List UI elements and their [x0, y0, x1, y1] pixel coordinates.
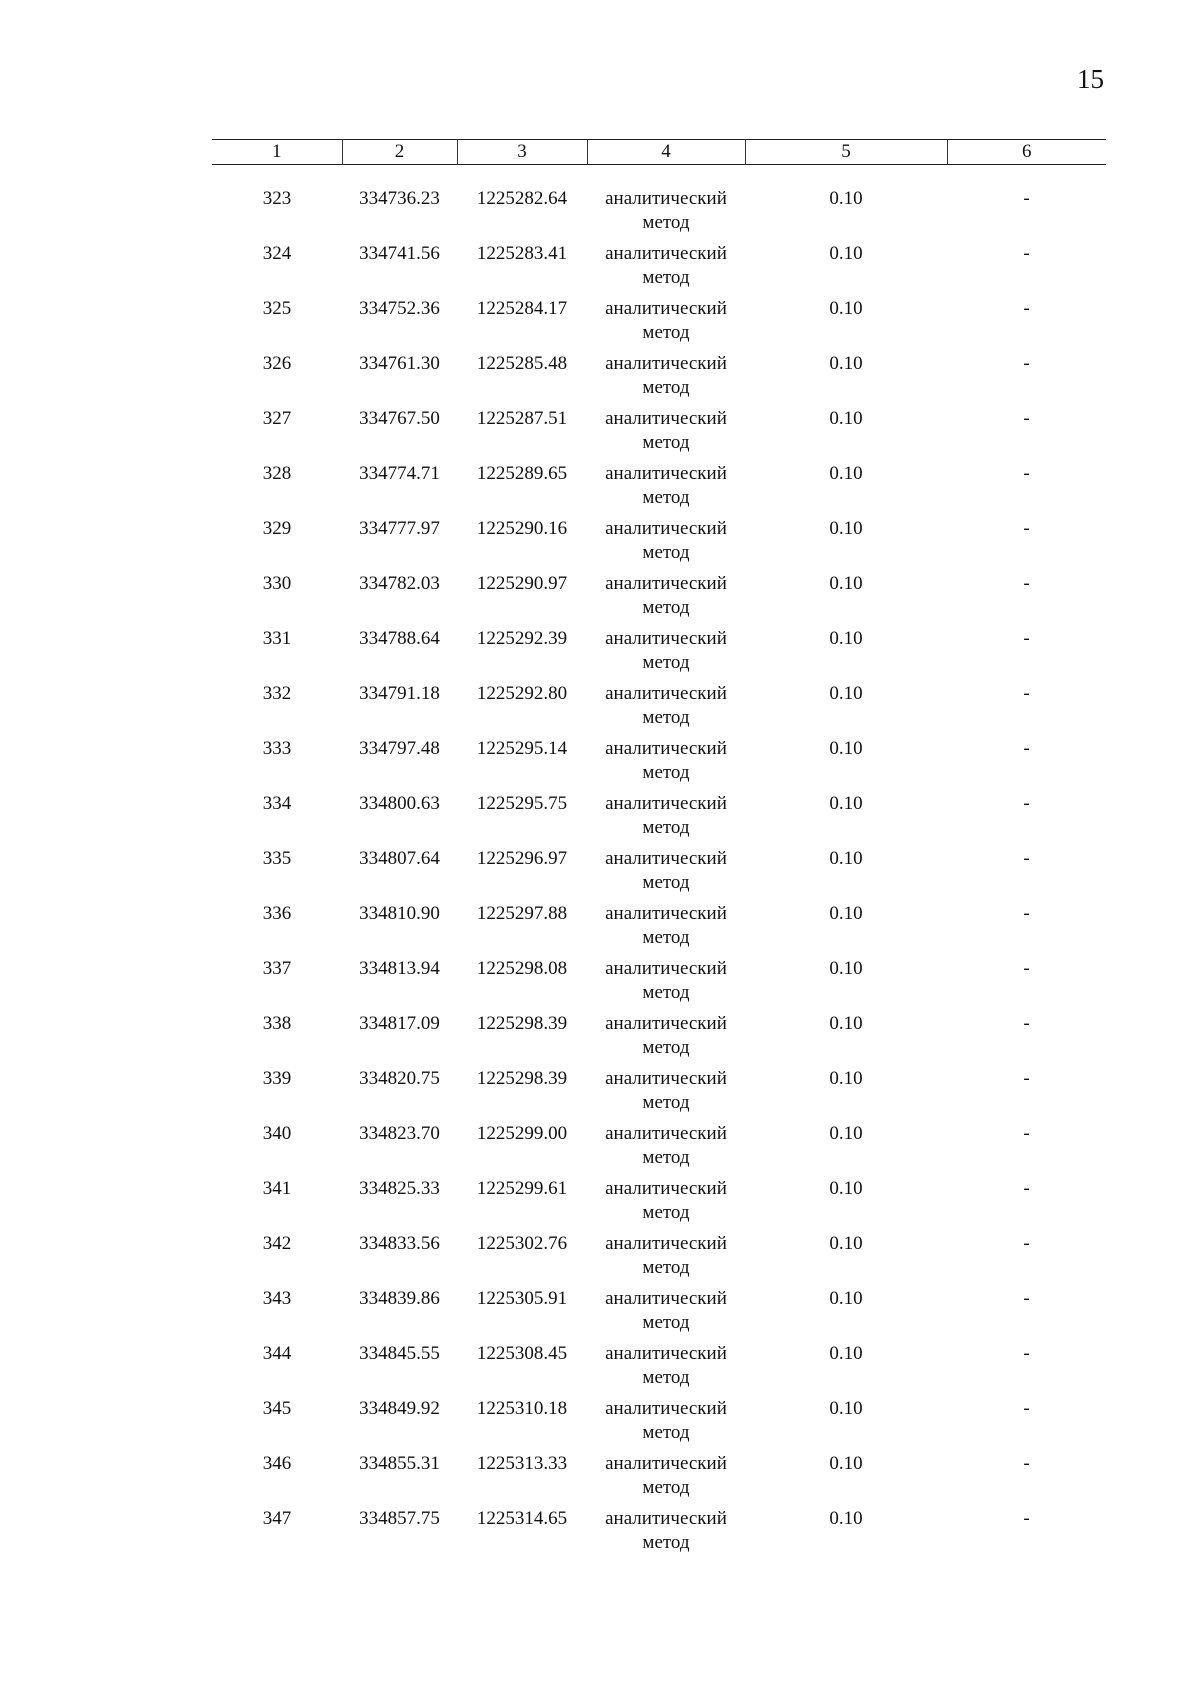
method-text-line2: метод	[642, 1477, 690, 1498]
y-coordinate-cell: 1225292.80	[476, 683, 568, 704]
table-row	[212, 957, 1106, 1012]
method-cell	[587, 1177, 745, 1232]
x-coordinate-cell: 334791.18	[359, 683, 440, 704]
accuracy-cell: 0.10	[829, 463, 863, 484]
method-cell	[587, 572, 745, 627]
method-text-line2: метод	[642, 652, 690, 673]
method-cell	[587, 1452, 745, 1507]
accuracy-cell: 0.10	[829, 793, 863, 814]
table-row	[212, 902, 1106, 957]
coordinates-table	[212, 139, 1106, 1562]
method-text-line1: аналитический	[605, 1068, 727, 1089]
method-cell	[587, 682, 745, 737]
page-number: 15	[1077, 64, 1104, 94]
method-text-line1: аналитический	[605, 1123, 727, 1144]
note-cell: -	[1023, 1123, 1030, 1144]
method-cell	[587, 737, 745, 792]
method-text-line2: метод	[642, 597, 690, 618]
point-number-cell: 330	[262, 573, 292, 594]
x-coordinate-cell: 334813.94	[359, 958, 440, 979]
x-coordinate-cell: 334849.92	[359, 1398, 440, 1419]
method-cell	[587, 1507, 745, 1562]
x-coordinate-cell: 334855.31	[359, 1453, 440, 1474]
table-row	[212, 1067, 1106, 1122]
note-cell: -	[1023, 1233, 1030, 1254]
point-number-cell: 331	[262, 628, 292, 649]
note-cell: -	[1023, 903, 1030, 924]
y-coordinate-cell: 1225298.39	[476, 1068, 568, 1089]
header-col-5: 5	[745, 140, 947, 165]
accuracy-cell: 0.10	[829, 243, 863, 264]
y-coordinate-cell: 1225290.97	[476, 573, 568, 594]
method-cell	[587, 1122, 745, 1177]
method-text-line1: аналитический	[605, 573, 727, 594]
point-number-cell: 325	[262, 298, 292, 319]
x-coordinate-cell: 334761.30	[359, 353, 440, 374]
method-text-line1: аналитический	[605, 518, 727, 539]
table-row	[212, 1012, 1106, 1067]
header-col-2: 2	[342, 140, 457, 165]
method-cell	[587, 792, 745, 847]
note-cell: -	[1023, 353, 1030, 374]
coordinates-table-container	[212, 139, 1106, 1562]
note-cell: -	[1023, 243, 1030, 264]
point-number-cell: 324	[262, 243, 292, 264]
point-number-cell: 329	[262, 518, 292, 539]
method-cell	[587, 242, 745, 297]
method-text-line2: метод	[642, 1532, 690, 1553]
method-text-line2: метод	[642, 1312, 690, 1333]
y-coordinate-cell: 1225313.33	[476, 1453, 568, 1474]
method-cell	[587, 627, 745, 682]
method-cell	[587, 1397, 745, 1452]
method-cell	[587, 1067, 745, 1122]
note-cell: -	[1023, 1013, 1030, 1034]
x-coordinate-cell: 334777.97	[359, 518, 440, 539]
method-text-line1: аналитический	[605, 628, 727, 649]
accuracy-cell: 0.10	[829, 353, 863, 374]
accuracy-cell: 0.10	[829, 1343, 863, 1364]
table-row	[212, 1342, 1106, 1397]
x-coordinate-cell: 334736.23	[359, 188, 440, 209]
x-coordinate-cell: 334767.50	[359, 408, 440, 429]
x-coordinate-cell: 334823.70	[359, 1123, 440, 1144]
method-cell	[587, 297, 745, 352]
note-cell: -	[1023, 298, 1030, 319]
accuracy-cell: 0.10	[829, 848, 863, 869]
table-row	[212, 1507, 1106, 1562]
y-coordinate-cell: 1225285.48	[476, 353, 568, 374]
note-cell: -	[1023, 1343, 1030, 1364]
method-text-line1: аналитический	[605, 298, 727, 319]
method-text-line2: метод	[642, 817, 690, 838]
method-text-line1: аналитический	[605, 243, 727, 264]
x-coordinate-cell: 334800.63	[359, 793, 440, 814]
x-coordinate-cell: 334741.56	[359, 243, 440, 264]
accuracy-cell: 0.10	[829, 738, 863, 759]
x-coordinate-cell: 334845.55	[359, 1343, 440, 1364]
y-coordinate-cell: 1225287.51	[476, 408, 568, 429]
method-text-line1: аналитический	[605, 1288, 727, 1309]
method-text-line2: метод	[642, 377, 690, 398]
point-number-cell: 334	[262, 793, 292, 814]
method-text-line1: аналитический	[605, 1178, 727, 1199]
x-coordinate-cell: 334857.75	[359, 1508, 440, 1529]
table-row	[212, 1232, 1106, 1287]
method-text-line2: метод	[642, 707, 690, 728]
y-coordinate-cell: 1225299.61	[476, 1178, 568, 1199]
point-number-cell: 328	[262, 463, 292, 484]
note-cell: -	[1023, 683, 1030, 704]
table-row	[212, 1122, 1106, 1177]
point-number-cell: 333	[262, 738, 292, 759]
accuracy-cell: 0.10	[829, 1508, 863, 1529]
method-text-line2: метод	[642, 1037, 690, 1058]
accuracy-cell: 0.10	[829, 1013, 863, 1034]
method-text-line2: метод	[642, 982, 690, 1003]
y-coordinate-cell: 1225305.91	[476, 1288, 568, 1309]
method-cell	[587, 407, 745, 462]
header-col-3: 3	[457, 140, 587, 165]
table-body	[212, 187, 1106, 1562]
note-cell: -	[1023, 518, 1030, 539]
x-coordinate-cell: 334817.09	[359, 1013, 440, 1034]
method-text-line1: аналитический	[605, 408, 727, 429]
method-text-line2: метод	[642, 872, 690, 893]
note-cell: -	[1023, 958, 1030, 979]
y-coordinate-cell: 1225295.14	[476, 738, 568, 759]
note-cell: -	[1023, 738, 1030, 759]
header-col-6: 6	[947, 140, 1106, 165]
accuracy-cell: 0.10	[829, 1288, 863, 1309]
note-cell: -	[1023, 1068, 1030, 1089]
note-cell: -	[1023, 628, 1030, 649]
accuracy-cell: 0.10	[829, 958, 863, 979]
method-cell	[587, 187, 745, 242]
point-number-cell: 327	[262, 408, 292, 429]
accuracy-cell: 0.10	[829, 298, 863, 319]
method-text-line1: аналитический	[605, 353, 727, 374]
method-text-line2: метод	[642, 1422, 690, 1443]
note-cell: -	[1023, 188, 1030, 209]
x-coordinate-cell: 334820.75	[359, 1068, 440, 1089]
y-coordinate-cell: 1225282.64	[476, 188, 568, 209]
method-cell	[587, 462, 745, 517]
header-col-4: 4	[587, 140, 745, 165]
note-cell: -	[1023, 793, 1030, 814]
method-text-line2: метод	[642, 1367, 690, 1388]
point-number-cell: 340	[262, 1123, 292, 1144]
point-number-cell: 337	[262, 958, 292, 979]
method-text-line1: аналитический	[605, 1343, 727, 1364]
accuracy-cell: 0.10	[829, 903, 863, 924]
x-coordinate-cell: 334797.48	[359, 738, 440, 759]
x-coordinate-cell: 334839.86	[359, 1288, 440, 1309]
point-number-cell: 335	[262, 848, 292, 869]
method-text-line2: метод	[642, 487, 690, 508]
y-coordinate-cell: 1225289.65	[476, 463, 568, 484]
method-cell	[587, 352, 745, 407]
accuracy-cell: 0.10	[829, 1233, 863, 1254]
x-coordinate-cell: 334810.90	[359, 903, 440, 924]
method-text-line1: аналитический	[605, 1508, 727, 1529]
method-text-line1: аналитический	[605, 738, 727, 759]
accuracy-cell: 0.10	[829, 683, 863, 704]
accuracy-cell: 0.10	[829, 1068, 863, 1089]
table-row	[212, 187, 1106, 242]
y-coordinate-cell: 1225290.16	[476, 518, 568, 539]
x-coordinate-cell: 334774.71	[359, 463, 440, 484]
method-cell	[587, 1287, 745, 1342]
accuracy-cell: 0.10	[829, 518, 863, 539]
y-coordinate-cell: 1225283.41	[476, 243, 568, 264]
point-number-cell: 346	[262, 1453, 292, 1474]
x-coordinate-cell: 334807.64	[359, 848, 440, 869]
method-text-line2: метод	[642, 212, 690, 233]
method-cell	[587, 1012, 745, 1067]
point-number-cell: 345	[262, 1398, 292, 1419]
method-text-line1: аналитический	[605, 188, 727, 209]
note-cell: -	[1023, 1398, 1030, 1419]
note-cell: -	[1023, 408, 1030, 429]
note-cell: -	[1023, 848, 1030, 869]
table-row	[212, 517, 1106, 572]
y-coordinate-cell: 1225295.75	[476, 793, 568, 814]
y-coordinate-cell: 1225297.88	[476, 903, 568, 924]
method-text-line1: аналитический	[605, 903, 727, 924]
accuracy-cell: 0.10	[829, 628, 863, 649]
point-number-cell: 347	[262, 1508, 292, 1529]
method-text-line1: аналитический	[605, 848, 727, 869]
method-cell	[587, 517, 745, 572]
method-text-line1: аналитический	[605, 683, 727, 704]
method-text-line1: аналитический	[605, 463, 727, 484]
table-row	[212, 792, 1106, 847]
accuracy-cell: 0.10	[829, 1178, 863, 1199]
header-col-1: 1	[212, 140, 342, 165]
method-text-line2: метод	[642, 1257, 690, 1278]
accuracy-cell: 0.10	[829, 1398, 863, 1419]
point-number-cell: 343	[262, 1288, 292, 1309]
y-coordinate-cell: 1225310.18	[476, 1398, 568, 1419]
method-text-line1: аналитический	[605, 958, 727, 979]
point-number-cell: 336	[262, 903, 292, 924]
method-cell	[587, 957, 745, 1012]
method-cell	[587, 1342, 745, 1397]
table-row	[212, 572, 1106, 627]
method-text-line1: аналитический	[605, 1013, 727, 1034]
y-coordinate-cell: 1225299.00	[476, 1123, 568, 1144]
table-row	[212, 1177, 1106, 1232]
y-coordinate-cell: 1225298.08	[476, 958, 568, 979]
note-cell: -	[1023, 1288, 1030, 1309]
table-row	[212, 847, 1106, 902]
accuracy-cell: 0.10	[829, 1123, 863, 1144]
method-text-line2: метод	[642, 927, 690, 948]
table-row	[212, 462, 1106, 517]
y-coordinate-cell: 1225302.76	[476, 1233, 568, 1254]
x-coordinate-cell: 334782.03	[359, 573, 440, 594]
accuracy-cell: 0.10	[829, 188, 863, 209]
header-row	[212, 140, 1106, 165]
table-header	[212, 140, 1106, 165]
method-text-line2: метод	[642, 432, 690, 453]
note-cell: -	[1023, 1453, 1030, 1474]
x-coordinate-cell: 334752.36	[359, 298, 440, 319]
point-number-cell: 326	[262, 353, 292, 374]
method-cell	[587, 1232, 745, 1287]
point-number-cell: 338	[262, 1013, 292, 1034]
y-coordinate-cell: 1225284.17	[476, 298, 568, 319]
method-cell	[587, 847, 745, 902]
note-cell: -	[1023, 573, 1030, 594]
point-number-cell: 341	[262, 1178, 292, 1199]
method-cell	[587, 902, 745, 957]
point-number-cell: 339	[262, 1068, 292, 1089]
method-text-line2: метод	[642, 267, 690, 288]
header-spacer	[212, 165, 1106, 188]
table-row	[212, 1287, 1106, 1342]
table-row	[212, 407, 1106, 462]
method-text-line1: аналитический	[605, 793, 727, 814]
table-row	[212, 627, 1106, 682]
method-text-line2: метод	[642, 1092, 690, 1113]
method-text-line2: метод	[642, 1202, 690, 1223]
method-text-line1: аналитический	[605, 1233, 727, 1254]
y-coordinate-cell: 1225298.39	[476, 1013, 568, 1034]
point-number-cell: 332	[262, 683, 292, 704]
note-cell: -	[1023, 463, 1030, 484]
method-text-line1: аналитический	[605, 1453, 727, 1474]
y-coordinate-cell: 1225314.65	[476, 1508, 568, 1529]
table-row	[212, 737, 1106, 792]
accuracy-cell: 0.10	[829, 573, 863, 594]
table-row	[212, 1397, 1106, 1452]
table-row	[212, 1452, 1106, 1507]
note-cell: -	[1023, 1508, 1030, 1529]
method-text-line2: метод	[642, 762, 690, 783]
table-row	[212, 297, 1106, 352]
note-cell: -	[1023, 1178, 1030, 1199]
y-coordinate-cell: 1225296.97	[476, 848, 568, 869]
method-text-line2: метод	[642, 322, 690, 343]
point-number-cell: 344	[262, 1343, 292, 1364]
table-row	[212, 352, 1106, 407]
table-row	[212, 682, 1106, 737]
point-number-cell: 323	[262, 188, 292, 209]
method-text-line2: метод	[642, 1147, 690, 1168]
y-coordinate-cell: 1225308.45	[476, 1343, 568, 1364]
table-row	[212, 242, 1106, 297]
x-coordinate-cell: 334825.33	[359, 1178, 440, 1199]
method-text-line1: аналитический	[605, 1398, 727, 1419]
x-coordinate-cell: 334833.56	[359, 1233, 440, 1254]
method-text-line2: метод	[642, 542, 690, 563]
x-coordinate-cell: 334788.64	[359, 628, 440, 649]
accuracy-cell: 0.10	[829, 408, 863, 429]
point-number-cell: 342	[262, 1233, 292, 1254]
accuracy-cell: 0.10	[829, 1453, 863, 1474]
y-coordinate-cell: 1225292.39	[476, 628, 568, 649]
